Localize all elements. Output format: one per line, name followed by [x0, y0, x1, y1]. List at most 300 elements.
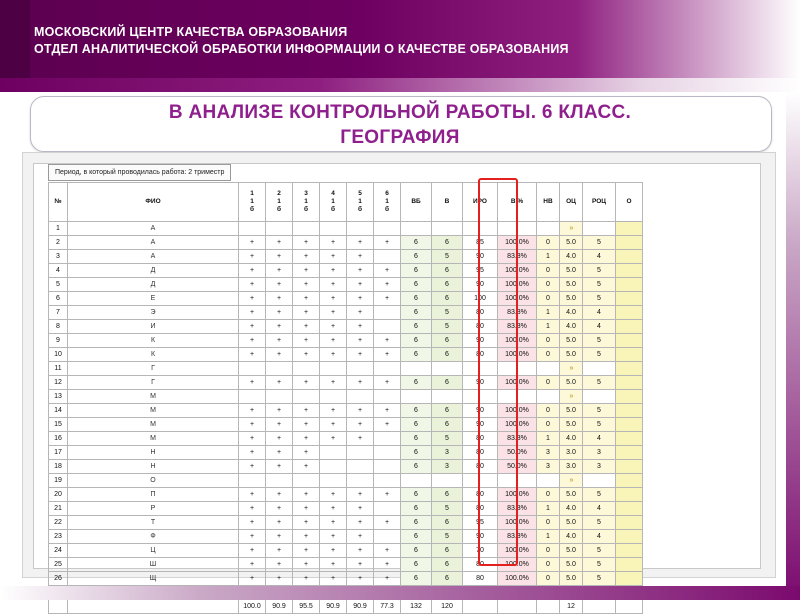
- table-row: [49, 530, 643, 544]
- cell-vpct: 100.0%: [498, 334, 537, 348]
- table-row: [49, 250, 643, 264]
- cell-question-3: +: [293, 460, 320, 474]
- cell-last: [616, 488, 643, 502]
- cell-row-number: 3: [49, 250, 68, 264]
- col-header-q4: 4 1 б: [320, 183, 347, 222]
- cell-roc: 5: [583, 264, 616, 278]
- cell-student-name: А: [68, 250, 239, 264]
- totals-label: [68, 600, 239, 614]
- cell-question-2: +: [266, 278, 293, 292]
- cell-question-1: +: [239, 348, 266, 362]
- cell-iro: 90: [463, 376, 498, 390]
- cell-nb: 1: [537, 432, 560, 446]
- cell-question-3: +: [293, 418, 320, 432]
- totals-question-5: 90.9: [347, 600, 374, 614]
- cell-question-2: +: [266, 516, 293, 530]
- cell-question-6: +: [374, 488, 401, 502]
- cell-nb: [537, 474, 560, 488]
- cell-row-number: 21: [49, 502, 68, 516]
- cell-question-6: +: [374, 376, 401, 390]
- cell-question-2: +: [266, 488, 293, 502]
- cell-vpct: 83.3%: [498, 250, 537, 264]
- cell-row-number: 10: [49, 348, 68, 362]
- cell-last: [616, 320, 643, 334]
- cell-question-3: +: [293, 306, 320, 320]
- cell-question-6: +: [374, 516, 401, 530]
- cell-v: 5: [432, 530, 463, 544]
- cell-roc: 5: [583, 404, 616, 418]
- cell-question-6: +: [374, 404, 401, 418]
- cell-v: 6: [432, 516, 463, 530]
- cell-vpct: 100.0%: [498, 572, 537, 586]
- cell-vb: [401, 390, 432, 404]
- cell-iro: 80: [463, 558, 498, 572]
- cell-last: [616, 558, 643, 572]
- cell-question-1: +: [239, 418, 266, 432]
- cell-last: [616, 572, 643, 586]
- cell-v: 6: [432, 558, 463, 572]
- cell-question-5: +: [347, 348, 374, 362]
- cell-question-3: +: [293, 544, 320, 558]
- cell-question-3: +: [293, 250, 320, 264]
- cell-iro: 80: [463, 320, 498, 334]
- cell-student-name: Ц: [68, 544, 239, 558]
- cell-question-5: +: [347, 418, 374, 432]
- cell-question-4: +: [320, 502, 347, 516]
- totals-question-2: 90.9: [266, 600, 293, 614]
- col-header-last: О: [616, 183, 643, 222]
- cell-vpct: 100.0%: [498, 236, 537, 250]
- cell-oc: »: [560, 362, 583, 376]
- cell-oc: 5.0: [560, 334, 583, 348]
- cell-last: [616, 348, 643, 362]
- cell-question-2: [266, 390, 293, 404]
- col-header-oc: ОЦ: [560, 183, 583, 222]
- cell-student-name: А: [68, 222, 239, 236]
- cell-question-4: +: [320, 558, 347, 572]
- cell-question-4: +: [320, 264, 347, 278]
- cell-question-6: [374, 502, 401, 516]
- table-row: [49, 376, 643, 390]
- cell-question-1: +: [239, 446, 266, 460]
- cell-vpct: 100.0%: [498, 558, 537, 572]
- cell-question-4: +: [320, 544, 347, 558]
- table-row: [49, 236, 643, 250]
- cell-oc: 4.0: [560, 530, 583, 544]
- cell-question-4: +: [320, 572, 347, 586]
- cell-vpct: 83.3%: [498, 306, 537, 320]
- cell-question-4: +: [320, 376, 347, 390]
- table-screenshot-frame: [22, 152, 776, 610]
- cell-vb: 6: [401, 292, 432, 306]
- cell-v: [432, 390, 463, 404]
- cell-row-number: 9: [49, 334, 68, 348]
- header-subband: [0, 78, 800, 92]
- table-row: [49, 446, 643, 460]
- cell-question-5: +: [347, 376, 374, 390]
- table-row: [49, 320, 643, 334]
- cell-oc: 5.0: [560, 292, 583, 306]
- cell-vb: 6: [401, 334, 432, 348]
- cell-row-number: 6: [49, 292, 68, 306]
- cell-v: [432, 222, 463, 236]
- cell-row-number: 1: [49, 222, 68, 236]
- cell-iro: 80: [463, 502, 498, 516]
- cell-student-name: Г: [68, 376, 239, 390]
- cell-question-2: +: [266, 348, 293, 362]
- table-row: [49, 278, 643, 292]
- cell-question-3: +: [293, 516, 320, 530]
- cell-last: [616, 376, 643, 390]
- cell-oc: 5.0: [560, 404, 583, 418]
- table-row: [49, 502, 643, 516]
- cell-student-name: А: [68, 236, 239, 250]
- header-left-accent: [0, 0, 30, 78]
- cell-vb: [401, 362, 432, 376]
- header-title: [34, 24, 734, 58]
- page-title: [40, 100, 760, 150]
- cell-nb: 1: [537, 530, 560, 544]
- col-header-iro: ИРО: [463, 183, 498, 222]
- cell-v: 6: [432, 418, 463, 432]
- cell-vpct: [498, 222, 537, 236]
- cell-question-6: [374, 362, 401, 376]
- cell-roc: 5: [583, 572, 616, 586]
- cell-question-2: +: [266, 334, 293, 348]
- cell-row-number: 18: [49, 460, 68, 474]
- cell-question-6: +: [374, 558, 401, 572]
- header-line-2: ОТДЕЛ АНАЛИТИЧЕСКОЙ ОБРАБОТКИ ИНФОРМАЦИИ О КАЧЕСТВЕ ОБРАЗОВАНИЯ: [34, 42, 569, 56]
- cell-question-2: +: [266, 460, 293, 474]
- cell-oc: 5.0: [560, 544, 583, 558]
- cell-question-6: [374, 460, 401, 474]
- totals-v: 120: [432, 600, 463, 614]
- cell-question-4: +: [320, 432, 347, 446]
- col-header-q5: 5 1 б: [347, 183, 374, 222]
- totals-question-3: 95.5: [293, 600, 320, 614]
- cell-question-4: +: [320, 334, 347, 348]
- cell-row-number: 5: [49, 278, 68, 292]
- cell-v: 5: [432, 320, 463, 334]
- cell-question-2: +: [266, 502, 293, 516]
- cell-question-5: +: [347, 488, 374, 502]
- cell-iro: 90: [463, 530, 498, 544]
- cell-vb: 6: [401, 264, 432, 278]
- totals-question-4: 90.9: [320, 600, 347, 614]
- cell-nb: 0: [537, 278, 560, 292]
- totals-last: [616, 600, 643, 614]
- cell-student-name: О: [68, 474, 239, 488]
- cell-v: 6: [432, 376, 463, 390]
- cell-question-2: +: [266, 446, 293, 460]
- cell-question-3: +: [293, 292, 320, 306]
- cell-last: [616, 460, 643, 474]
- cell-question-3: +: [293, 432, 320, 446]
- cell-vb: 6: [401, 558, 432, 572]
- cell-question-6: [374, 390, 401, 404]
- cell-vb: 6: [401, 278, 432, 292]
- cell-row-number: 16: [49, 432, 68, 446]
- cell-question-6: +: [374, 264, 401, 278]
- cell-nb: [537, 390, 560, 404]
- cell-vb: 6: [401, 502, 432, 516]
- col-header-fio: ФИО: [68, 183, 239, 222]
- spreadsheet-area: [33, 163, 761, 610]
- cell-roc: 5: [583, 418, 616, 432]
- cell-student-name: Г: [68, 362, 239, 376]
- cell-oc: 5.0: [560, 558, 583, 572]
- cell-oc: 5.0: [560, 516, 583, 530]
- cell-roc: 4: [583, 530, 616, 544]
- cell-last: [616, 334, 643, 348]
- col-header-nb: НВ: [537, 183, 560, 222]
- cell-vb: 6: [401, 376, 432, 390]
- cell-question-6: [374, 320, 401, 334]
- table-row: [49, 572, 643, 586]
- cell-student-name: И: [68, 320, 239, 334]
- cell-question-1: +: [239, 502, 266, 516]
- col-header-q1: 1 1 б: [239, 183, 266, 222]
- cell-question-3: [293, 390, 320, 404]
- cell-question-5: +: [347, 306, 374, 320]
- cell-iro: 80: [463, 306, 498, 320]
- cell-student-name: Е: [68, 292, 239, 306]
- cell-iro: [463, 222, 498, 236]
- totals-spacer-num: [49, 600, 68, 614]
- cell-v: 6: [432, 264, 463, 278]
- cell-student-name: Р: [68, 502, 239, 516]
- cell-question-2: +: [266, 418, 293, 432]
- cell-question-4: [320, 222, 347, 236]
- cell-iro: 90: [463, 334, 498, 348]
- cell-nb: 0: [537, 236, 560, 250]
- cell-roc: 5: [583, 278, 616, 292]
- cell-vb: 6: [401, 446, 432, 460]
- cell-iro: 80: [463, 432, 498, 446]
- cell-iro: 90: [463, 404, 498, 418]
- cell-vb: 6: [401, 530, 432, 544]
- cell-nb: 0: [537, 572, 560, 586]
- cell-question-4: [320, 460, 347, 474]
- title-line-1: В АНАЛИЗЕ КОНТРОЛЬНОЙ РАБОТЫ. 6 КЛАСС.: [168, 102, 632, 123]
- cell-vpct: 100.0%: [498, 348, 537, 362]
- cell-vb: 6: [401, 488, 432, 502]
- cell-nb: 0: [537, 264, 560, 278]
- cell-iro: [463, 474, 498, 488]
- cell-nb: 0: [537, 376, 560, 390]
- cell-nb: 1: [537, 320, 560, 334]
- cell-oc: »: [560, 390, 583, 404]
- table-row: [49, 404, 643, 418]
- cell-row-number: 4: [49, 264, 68, 278]
- cell-question-5: [347, 362, 374, 376]
- cell-question-3: +: [293, 278, 320, 292]
- cell-iro: 80: [463, 572, 498, 586]
- cell-v: 3: [432, 460, 463, 474]
- cell-roc: [583, 222, 616, 236]
- cell-last: [616, 222, 643, 236]
- cell-question-1: +: [239, 460, 266, 474]
- table-row: [49, 460, 643, 474]
- cell-vpct: 100.0%: [498, 292, 537, 306]
- cell-nb: 1: [537, 250, 560, 264]
- cell-question-4: +: [320, 348, 347, 362]
- cell-row-number: 15: [49, 418, 68, 432]
- cell-row-number: 17: [49, 446, 68, 460]
- cell-roc: [583, 390, 616, 404]
- cell-question-2: +: [266, 432, 293, 446]
- cell-student-name: Н: [68, 446, 239, 460]
- cell-question-1: [239, 222, 266, 236]
- cell-roc: 5: [583, 292, 616, 306]
- cell-row-number: 26: [49, 572, 68, 586]
- totals-question-1: 100.0: [239, 600, 266, 614]
- cell-question-4: +: [320, 516, 347, 530]
- cell-question-3: +: [293, 502, 320, 516]
- cell-last: [616, 292, 643, 306]
- cell-question-4: +: [320, 236, 347, 250]
- cell-oc: 4.0: [560, 502, 583, 516]
- cell-vb: 6: [401, 306, 432, 320]
- cell-question-1: +: [239, 250, 266, 264]
- cell-oc: 5.0: [560, 572, 583, 586]
- cell-vpct: 50.0%: [498, 460, 537, 474]
- cell-vpct: 83.3%: [498, 502, 537, 516]
- cell-question-3: +: [293, 376, 320, 390]
- totals-nb: [537, 600, 560, 614]
- cell-question-1: +: [239, 264, 266, 278]
- cell-roc: 3: [583, 446, 616, 460]
- cell-iro: [463, 362, 498, 376]
- cell-question-4: [320, 474, 347, 488]
- cell-oc: 4.0: [560, 432, 583, 446]
- cell-vb: 6: [401, 516, 432, 530]
- table-row: [49, 488, 643, 502]
- cell-student-name: Д: [68, 278, 239, 292]
- cell-student-name: Ш: [68, 558, 239, 572]
- cell-row-number: 11: [49, 362, 68, 376]
- col-header-q2: 2 1 б: [266, 183, 293, 222]
- bottom-decor-strip: [0, 586, 800, 600]
- cell-row-number: 8: [49, 320, 68, 334]
- cell-roc: 4: [583, 250, 616, 264]
- cell-question-6: +: [374, 418, 401, 432]
- cell-vpct: 100.0%: [498, 264, 537, 278]
- cell-question-3: +: [293, 530, 320, 544]
- cell-question-4: +: [320, 530, 347, 544]
- cell-row-number: 20: [49, 488, 68, 502]
- cell-student-name: Ф: [68, 530, 239, 544]
- period-label: Период, в который проводилась работа: 2 триместр: [48, 164, 231, 181]
- cell-nb: 0: [537, 558, 560, 572]
- cell-question-3: [293, 222, 320, 236]
- cell-row-number: 2: [49, 236, 68, 250]
- cell-vb: 6: [401, 404, 432, 418]
- cell-question-5: +: [347, 250, 374, 264]
- cell-roc: 3: [583, 460, 616, 474]
- cell-question-6: [374, 222, 401, 236]
- col-header-num: №: [49, 183, 68, 222]
- cell-iro: 80: [463, 488, 498, 502]
- cell-oc: 5.0: [560, 488, 583, 502]
- table-row: [49, 558, 643, 572]
- cell-oc: 5.0: [560, 348, 583, 362]
- cell-question-5: [347, 474, 374, 488]
- col-header-roc: РОЦ: [583, 183, 616, 222]
- cell-question-6: [374, 474, 401, 488]
- cell-roc: 5: [583, 544, 616, 558]
- cell-question-1: [239, 474, 266, 488]
- cell-question-5: +: [347, 558, 374, 572]
- cell-iro: 95: [463, 264, 498, 278]
- col-header-q3: 3 1 б: [293, 183, 320, 222]
- cell-vpct: 100.0%: [498, 516, 537, 530]
- cell-question-1: [239, 362, 266, 376]
- cell-question-2: +: [266, 558, 293, 572]
- cell-question-2: +: [266, 236, 293, 250]
- cell-vpct: 100.0%: [498, 418, 537, 432]
- cell-v: 5: [432, 250, 463, 264]
- cell-roc: 4: [583, 432, 616, 446]
- results-table: [48, 182, 643, 614]
- totals-iro: [463, 600, 498, 614]
- cell-vpct: 100.0%: [498, 376, 537, 390]
- cell-student-name: Т: [68, 516, 239, 530]
- cell-question-6: +: [374, 348, 401, 362]
- totals-vb: 132: [401, 600, 432, 614]
- cell-oc: 4.0: [560, 320, 583, 334]
- cell-question-2: [266, 222, 293, 236]
- totals-oc: 12: [560, 600, 583, 614]
- cell-question-1: +: [239, 572, 266, 586]
- cell-vb: 6: [401, 236, 432, 250]
- cell-question-4: [320, 446, 347, 460]
- table-row: [49, 432, 643, 446]
- cell-iro: 100: [463, 292, 498, 306]
- cell-oc: 5.0: [560, 418, 583, 432]
- cell-question-4: +: [320, 418, 347, 432]
- cell-question-3: +: [293, 348, 320, 362]
- cell-oc: »: [560, 474, 583, 488]
- table-header-row: [49, 183, 643, 222]
- cell-question-3: +: [293, 488, 320, 502]
- cell-v: 6: [432, 572, 463, 586]
- cell-question-3: [293, 362, 320, 376]
- cell-student-name: Э: [68, 306, 239, 320]
- cell-nb: 1: [537, 306, 560, 320]
- cell-question-4: +: [320, 488, 347, 502]
- cell-last: [616, 306, 643, 320]
- cell-roc: 5: [583, 516, 616, 530]
- cell-question-1: +: [239, 292, 266, 306]
- cell-last: [616, 362, 643, 376]
- cell-v: 6: [432, 292, 463, 306]
- cell-roc: 5: [583, 376, 616, 390]
- cell-student-name: П: [68, 488, 239, 502]
- table-row: [49, 222, 643, 236]
- cell-question-2: +: [266, 320, 293, 334]
- cell-nb: 0: [537, 404, 560, 418]
- col-header-q6: 6 1 б: [374, 183, 401, 222]
- cell-question-5: +: [347, 334, 374, 348]
- cell-question-1: +: [239, 544, 266, 558]
- cell-student-name: М: [68, 390, 239, 404]
- cell-question-5: +: [347, 502, 374, 516]
- cell-iro: 90: [463, 278, 498, 292]
- cell-question-3: [293, 474, 320, 488]
- cell-roc: 5: [583, 558, 616, 572]
- cell-student-name: Н: [68, 460, 239, 474]
